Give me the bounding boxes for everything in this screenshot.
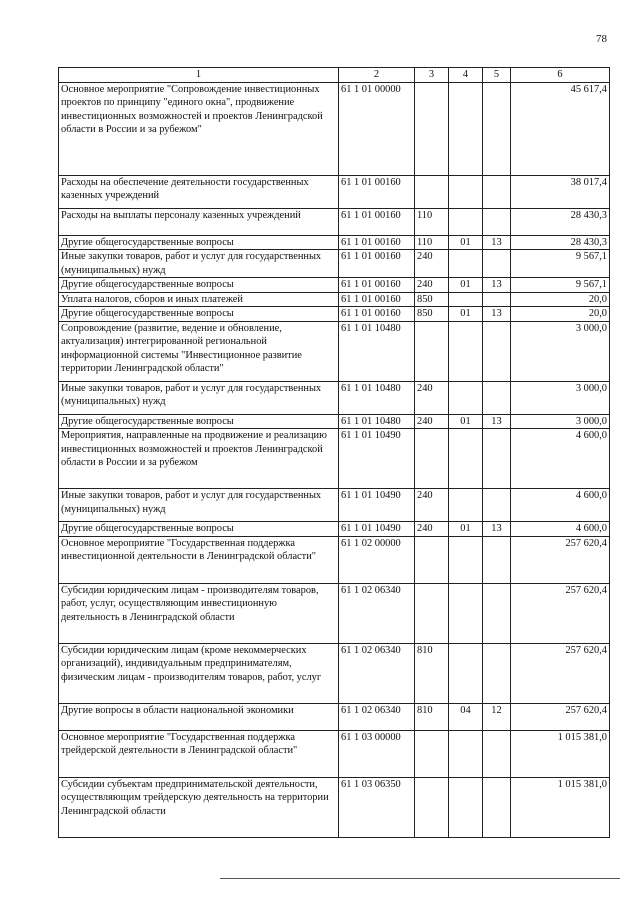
row-section-cell xyxy=(449,292,483,307)
row-code-cell: 61 1 01 10490 xyxy=(339,489,415,522)
row-section-cell xyxy=(449,643,483,703)
row-expense-type-cell xyxy=(415,777,449,837)
row-expense-type-cell: 110 xyxy=(415,208,449,235)
row-expense-type-cell: 850 xyxy=(415,307,449,322)
row-code-cell: 61 1 02 06340 xyxy=(339,583,415,643)
table-row xyxy=(59,381,610,414)
row-section-cell xyxy=(449,777,483,837)
row-expense-type-cell: 240 xyxy=(415,414,449,429)
row-name-cell: Расходы на обеспечение деятельности государственных казенных учреждений xyxy=(59,175,339,208)
table-body xyxy=(59,82,610,837)
row-code-cell: 61 1 02 06340 xyxy=(339,643,415,703)
row-name-cell: Субсидии юридическим лицам (кроме некоммерческих организаций), индивидуальным предпринимателям, физическим лицам - производителям товаров, работ, услуг xyxy=(59,643,339,703)
table-row xyxy=(59,321,610,381)
row-code-cell: 61 1 01 10480 xyxy=(339,381,415,414)
row-subsection-cell: 13 xyxy=(483,278,511,293)
row-section-cell xyxy=(449,583,483,643)
row-amount-cell: 4 600,0 xyxy=(511,522,610,537)
row-subsection-cell: 12 xyxy=(483,703,511,730)
row-expense-type-cell: 240 xyxy=(415,489,449,522)
row-code-cell: 61 1 01 10490 xyxy=(339,429,415,489)
row-amount-cell: 9 567,1 xyxy=(511,250,610,278)
row-subsection-cell xyxy=(483,175,511,208)
row-section-cell xyxy=(449,381,483,414)
row-subsection-cell xyxy=(483,489,511,522)
table-row xyxy=(59,250,610,278)
header-cell: 2 xyxy=(339,68,415,83)
row-name-cell: Основное мероприятие "Сопровождение инвестиционных проектов по принципу "единого окна", продвижение инвестиционных возможностей и проектов Ленинградской области в России и за рубежом" xyxy=(59,82,339,175)
row-section-cell xyxy=(449,321,483,381)
page-number: 78 xyxy=(596,33,607,45)
row-section-cell xyxy=(449,536,483,583)
row-expense-type-cell xyxy=(415,536,449,583)
row-code-cell: 61 1 01 00000 xyxy=(339,82,415,175)
row-name-cell: Иные закупки товаров, работ и услуг для государственных (муниципальных) нужд xyxy=(59,381,339,414)
row-code-cell: 61 1 01 00160 xyxy=(339,175,415,208)
table-row xyxy=(59,235,610,250)
table-row xyxy=(59,536,610,583)
header-cell: 6 xyxy=(511,68,610,83)
row-section-cell: 01 xyxy=(449,307,483,322)
budget-table xyxy=(58,67,610,838)
row-expense-type-cell xyxy=(415,175,449,208)
row-name-cell: Другие вопросы в области национальной экономики xyxy=(59,703,339,730)
row-expense-type-cell xyxy=(415,429,449,489)
row-section-cell: 04 xyxy=(449,703,483,730)
table-row xyxy=(59,522,610,537)
row-expense-type-cell: 240 xyxy=(415,522,449,537)
row-amount-cell: 1 015 381,0 xyxy=(511,730,610,777)
table-row xyxy=(59,307,610,322)
row-expense-type-cell: 240 xyxy=(415,250,449,278)
row-expense-type-cell xyxy=(415,583,449,643)
table-row xyxy=(59,643,610,703)
row-expense-type-cell: 810 xyxy=(415,643,449,703)
row-code-cell: 61 1 01 00160 xyxy=(339,307,415,322)
row-subsection-cell: 13 xyxy=(483,414,511,429)
row-section-cell: 01 xyxy=(449,235,483,250)
row-subsection-cell xyxy=(483,381,511,414)
row-subsection-cell xyxy=(483,208,511,235)
row-amount-cell: 1 015 381,0 xyxy=(511,777,610,837)
table-row xyxy=(59,278,610,293)
row-code-cell: 61 1 01 00160 xyxy=(339,250,415,278)
row-amount-cell: 45 617,4 xyxy=(511,82,610,175)
row-section-cell xyxy=(449,429,483,489)
row-section-cell xyxy=(449,730,483,777)
row-amount-cell: 4 600,0 xyxy=(511,429,610,489)
row-section-cell xyxy=(449,250,483,278)
row-name-cell: Другие общегосударственные вопросы xyxy=(59,235,339,250)
header-cell: 1 xyxy=(59,68,339,83)
row-subsection-cell xyxy=(483,583,511,643)
table-row xyxy=(59,208,610,235)
row-expense-type-cell: 240 xyxy=(415,278,449,293)
row-section-cell xyxy=(449,82,483,175)
row-subsection-cell xyxy=(483,730,511,777)
row-amount-cell: 3 000,0 xyxy=(511,321,610,381)
row-subsection-cell: 13 xyxy=(483,235,511,250)
row-amount-cell: 38 017,4 xyxy=(511,175,610,208)
row-name-cell: Иные закупки товаров, работ и услуг для государственных (муниципальных) нужд xyxy=(59,489,339,522)
row-name-cell: Другие общегосударственные вопросы xyxy=(59,414,339,429)
row-subsection-cell xyxy=(483,429,511,489)
header-row xyxy=(59,68,610,83)
row-subsection-cell xyxy=(483,292,511,307)
row-section-cell: 01 xyxy=(449,522,483,537)
row-subsection-cell xyxy=(483,643,511,703)
row-name-cell: Иные закупки товаров, работ и услуг для государственных (муниципальных) нужд xyxy=(59,250,339,278)
header-cell: 5 xyxy=(483,68,511,83)
row-name-cell: Мероприятия, направленные на продвижение и реализацию инвестиционных возможностей и проектов Ленинградской области в России и за рубежом xyxy=(59,429,339,489)
row-name-cell: Сопровождение (развитие, ведение и обновление, актуализация) интегрированной региональной информационной системы "Инвестиционное развитие территории Ленинградской области" xyxy=(59,321,339,381)
table-row xyxy=(59,730,610,777)
row-name-cell: Субсидии юридическим лицам - производителям товаров, работ, услуг, осуществляющим инвестиционную деятельность в Ленинградской области xyxy=(59,583,339,643)
table-row xyxy=(59,703,610,730)
row-amount-cell: 257 620,4 xyxy=(511,536,610,583)
row-name-cell: Расходы на выплаты персоналу казенных учреждений xyxy=(59,208,339,235)
row-amount-cell: 20,0 xyxy=(511,307,610,322)
row-section-cell: 01 xyxy=(449,414,483,429)
row-expense-type-cell xyxy=(415,321,449,381)
row-code-cell: 61 1 01 00160 xyxy=(339,278,415,293)
row-section-cell xyxy=(449,208,483,235)
row-expense-type-cell: 240 xyxy=(415,381,449,414)
header-cell: 4 xyxy=(449,68,483,83)
row-amount-cell: 9 567,1 xyxy=(511,278,610,293)
row-code-cell: 61 1 03 06350 xyxy=(339,777,415,837)
row-code-cell: 61 1 03 00000 xyxy=(339,730,415,777)
row-code-cell: 61 1 01 10480 xyxy=(339,414,415,429)
row-code-cell: 61 1 01 00160 xyxy=(339,235,415,250)
row-amount-cell: 3 000,0 xyxy=(511,381,610,414)
row-name-cell: Субсидии субъектам предпринимательской деятельности, осуществляющим трейдерскую деятельность на территории Ленинградской области xyxy=(59,777,339,837)
row-amount-cell: 3 000,0 xyxy=(511,414,610,429)
row-name-cell: Основное мероприятие "Государственная поддержка трейдерской деятельности в Ленинградской области" xyxy=(59,730,339,777)
row-expense-type-cell: 810 xyxy=(415,703,449,730)
row-amount-cell: 257 620,4 xyxy=(511,643,610,703)
bottom-rule xyxy=(220,878,620,879)
row-code-cell: 61 1 01 10480 xyxy=(339,321,415,381)
row-expense-type-cell: 850 xyxy=(415,292,449,307)
row-amount-cell: 257 620,4 xyxy=(511,703,610,730)
table-row xyxy=(59,777,610,837)
table-row xyxy=(59,175,610,208)
row-expense-type-cell xyxy=(415,730,449,777)
row-name-cell: Уплата налогов, сборов и иных платежей xyxy=(59,292,339,307)
row-name-cell: Другие общегосударственные вопросы xyxy=(59,522,339,537)
row-amount-cell: 4 600,0 xyxy=(511,489,610,522)
row-subsection-cell xyxy=(483,250,511,278)
row-amount-cell: 28 430,3 xyxy=(511,235,610,250)
row-subsection-cell xyxy=(483,82,511,175)
row-subsection-cell: 13 xyxy=(483,522,511,537)
row-name-cell: Другие общегосударственные вопросы xyxy=(59,307,339,322)
row-code-cell: 61 1 02 00000 xyxy=(339,536,415,583)
table-row xyxy=(59,292,610,307)
table-row xyxy=(59,489,610,522)
table-row xyxy=(59,82,610,175)
header-cell: 3 xyxy=(415,68,449,83)
row-code-cell: 61 1 01 00160 xyxy=(339,292,415,307)
row-subsection-cell xyxy=(483,321,511,381)
table-row xyxy=(59,429,610,489)
row-amount-cell: 20,0 xyxy=(511,292,610,307)
row-amount-cell: 257 620,4 xyxy=(511,583,610,643)
row-amount-cell: 28 430,3 xyxy=(511,208,610,235)
row-subsection-cell xyxy=(483,777,511,837)
row-code-cell: 61 1 02 06340 xyxy=(339,703,415,730)
table-row xyxy=(59,414,610,429)
table-row xyxy=(59,583,610,643)
row-subsection-cell: 13 xyxy=(483,307,511,322)
row-code-cell: 61 1 01 00160 xyxy=(339,208,415,235)
row-code-cell: 61 1 01 10490 xyxy=(339,522,415,537)
row-expense-type-cell xyxy=(415,82,449,175)
row-subsection-cell xyxy=(483,536,511,583)
row-section-cell: 01 xyxy=(449,278,483,293)
row-name-cell: Другие общегосударственные вопросы xyxy=(59,278,339,293)
row-name-cell: Основное мероприятие "Государственная поддержка инвестиционной деятельности в Ленинградской области" xyxy=(59,536,339,583)
row-expense-type-cell: 110 xyxy=(415,235,449,250)
row-section-cell xyxy=(449,489,483,522)
row-section-cell xyxy=(449,175,483,208)
